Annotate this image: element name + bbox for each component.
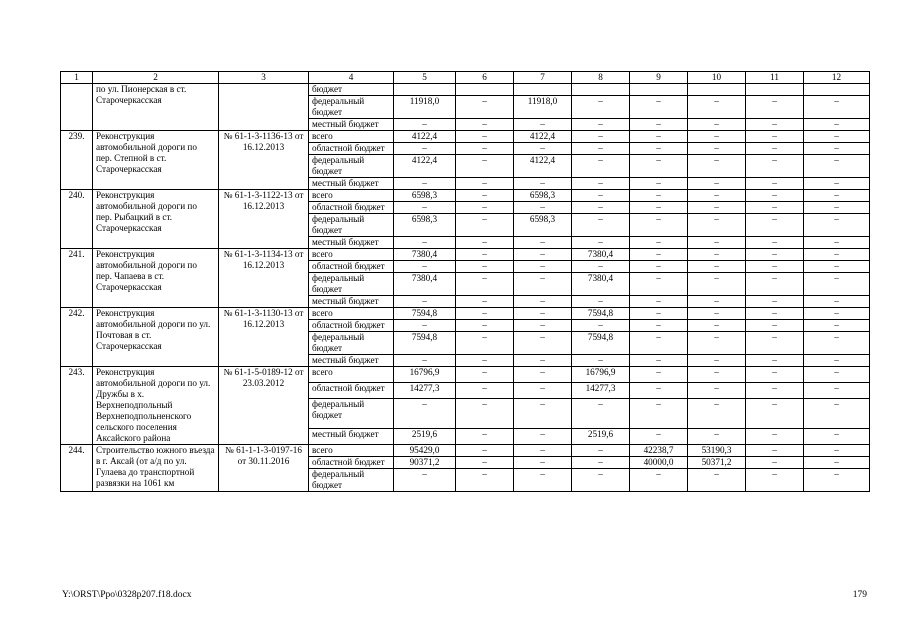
value-cell: – xyxy=(746,249,804,261)
table-row xyxy=(61,308,870,320)
value-cell: – xyxy=(630,202,688,214)
value-cell: – xyxy=(630,261,688,273)
value-cell: – xyxy=(572,190,630,202)
footer-file-path: Y:\ORST\Ppo\0328p207.f18.docx xyxy=(62,590,192,600)
value-cell: – xyxy=(456,237,514,249)
value-cell: – xyxy=(804,131,870,143)
budget-type: всего xyxy=(309,367,394,383)
object-name: Реконструкция автомобильной дороги по пер. Чапаева в ст. Старочеркасская xyxy=(93,249,219,308)
value-cell: – xyxy=(456,355,514,367)
value-cell: – xyxy=(688,249,746,261)
value-cell: – xyxy=(572,178,630,190)
value-cell: – xyxy=(394,119,456,131)
value-cell: – xyxy=(630,214,688,237)
value-cell: – xyxy=(630,273,688,296)
value-cell: – xyxy=(746,202,804,214)
budget-type: всего xyxy=(309,131,394,143)
object-name: Строительство южного въезда в г. Аксай (от а/д по ул. Гулаева до транспортной развязки на 1061 км xyxy=(93,445,219,492)
table-row xyxy=(61,367,870,383)
value-cell: – xyxy=(394,398,456,428)
row-number xyxy=(61,84,93,131)
value-cell: – xyxy=(514,332,572,355)
value-cell: – xyxy=(688,469,746,492)
header-cell: 11 xyxy=(746,72,804,84)
budget-type: местный бюджет xyxy=(309,178,394,190)
value-cell: 16796,9 xyxy=(572,367,630,383)
value-cell: 42238,7 xyxy=(630,445,688,457)
object-name: Реконструкция автомобильной дороги по ул. Почтовая в ст. Старочеркасская xyxy=(93,308,219,367)
budget-type: федеральный бюджет xyxy=(309,469,394,492)
value-cell: – xyxy=(688,367,746,383)
budget-type: всего xyxy=(309,308,394,320)
value-cell: 7594,8 xyxy=(394,308,456,320)
value-cell: – xyxy=(456,96,514,119)
value-cell xyxy=(688,84,746,96)
value-cell xyxy=(572,84,630,96)
value-cell xyxy=(804,84,870,96)
value-cell: – xyxy=(804,457,870,469)
header-cell: 10 xyxy=(688,72,746,84)
value-cell xyxy=(394,84,456,96)
value-cell: – xyxy=(630,249,688,261)
value-cell: – xyxy=(804,273,870,296)
header-row xyxy=(61,72,870,84)
value-cell: – xyxy=(456,155,514,178)
document-number: № 61-1-1-3-0197-16 от 30.11.2016 xyxy=(219,445,309,492)
value-cell: – xyxy=(572,155,630,178)
value-cell: – xyxy=(804,296,870,308)
value-cell: – xyxy=(630,320,688,332)
value-cell: – xyxy=(746,190,804,202)
value-cell: – xyxy=(572,320,630,332)
value-cell: – xyxy=(688,202,746,214)
value-cell: 11918,0 xyxy=(394,96,456,119)
value-cell: – xyxy=(394,320,456,332)
value-cell: – xyxy=(688,190,746,202)
value-cell: – xyxy=(394,143,456,155)
value-cell: – xyxy=(514,249,572,261)
document-number: № 61-1-3-1134-13 от 16.12.2013 xyxy=(219,249,309,308)
value-cell: – xyxy=(630,237,688,249)
value-cell: – xyxy=(572,202,630,214)
document-number: № 61-1-3-1136-13 от 16.12.2013 xyxy=(219,131,309,190)
header-cell: 3 xyxy=(219,72,309,84)
value-cell xyxy=(456,84,514,96)
object-name: Реконструкция автомобильной дороги по пер. Степной в ст. Старочеркасская xyxy=(93,131,219,190)
value-cell: – xyxy=(514,469,572,492)
value-cell: – xyxy=(746,429,804,445)
value-cell: – xyxy=(456,202,514,214)
value-cell: – xyxy=(456,119,514,131)
value-cell: 4122,4 xyxy=(514,131,572,143)
value-cell: 7594,8 xyxy=(572,332,630,355)
value-cell: – xyxy=(630,96,688,119)
value-cell: – xyxy=(804,249,870,261)
table-row xyxy=(61,84,870,96)
value-cell: – xyxy=(630,178,688,190)
value-cell: – xyxy=(514,429,572,445)
header-cell: 5 xyxy=(394,72,456,84)
value-cell: 2519,6 xyxy=(394,429,456,445)
value-cell: – xyxy=(456,332,514,355)
row-number: 243. xyxy=(61,367,93,445)
budget-type: местный бюджет xyxy=(309,429,394,445)
value-cell: – xyxy=(688,237,746,249)
value-cell: – xyxy=(804,382,870,398)
value-cell: – xyxy=(688,214,746,237)
value-cell: – xyxy=(746,355,804,367)
value-cell: 40000,0 xyxy=(630,457,688,469)
budget-type: федеральный бюджет xyxy=(309,96,394,119)
value-cell: – xyxy=(688,261,746,273)
value-cell: 53190,3 xyxy=(688,445,746,457)
row-number: 240. xyxy=(61,190,93,249)
value-cell: – xyxy=(514,382,572,398)
value-cell: – xyxy=(456,320,514,332)
budget-type: федеральный бюджет xyxy=(309,214,394,237)
table-header xyxy=(61,72,870,84)
value-cell: – xyxy=(804,119,870,131)
value-cell: – xyxy=(804,214,870,237)
value-cell: 7380,4 xyxy=(572,273,630,296)
value-cell: – xyxy=(630,143,688,155)
value-cell: – xyxy=(572,469,630,492)
value-cell: 7380,4 xyxy=(572,249,630,261)
header-cell: 9 xyxy=(630,72,688,84)
value-cell: – xyxy=(514,457,572,469)
value-cell: – xyxy=(572,143,630,155)
value-cell: 14277,3 xyxy=(572,382,630,398)
value-cell: – xyxy=(688,320,746,332)
value-cell: – xyxy=(804,367,870,383)
value-cell: – xyxy=(746,155,804,178)
document-number: № 61-1-5-0189-12 от 23.03.2012 xyxy=(219,367,309,445)
header-cell: 2 xyxy=(93,72,219,84)
value-cell: – xyxy=(514,261,572,273)
value-cell: 7594,8 xyxy=(572,308,630,320)
value-cell: – xyxy=(688,143,746,155)
value-cell: – xyxy=(746,131,804,143)
value-cell: – xyxy=(746,382,804,398)
value-cell: – xyxy=(456,398,514,428)
value-cell: – xyxy=(572,398,630,428)
value-cell: – xyxy=(572,119,630,131)
header-cell: 1 xyxy=(61,72,93,84)
value-cell: – xyxy=(394,178,456,190)
header-cell: 6 xyxy=(456,72,514,84)
value-cell: – xyxy=(394,202,456,214)
value-cell: 95429,0 xyxy=(394,445,456,457)
value-cell: – xyxy=(630,469,688,492)
value-cell: – xyxy=(688,96,746,119)
value-cell: – xyxy=(746,178,804,190)
document-number: № 61-1-3-1130-13 от 16.12.2013 xyxy=(219,308,309,367)
value-cell: – xyxy=(688,429,746,445)
budget-type: всего xyxy=(309,190,394,202)
value-cell: – xyxy=(456,308,514,320)
value-cell: – xyxy=(456,190,514,202)
value-cell: – xyxy=(804,261,870,273)
budget-type: федеральный бюджет xyxy=(309,155,394,178)
value-cell: 2519,6 xyxy=(572,429,630,445)
value-cell: – xyxy=(746,320,804,332)
value-cell: – xyxy=(572,457,630,469)
value-cell: – xyxy=(514,202,572,214)
budget-type: всего xyxy=(309,249,394,261)
value-cell: 7594,8 xyxy=(394,332,456,355)
budget-type: местный бюджет xyxy=(309,237,394,249)
value-cell: – xyxy=(572,131,630,143)
value-cell: – xyxy=(688,178,746,190)
row-number: 244. xyxy=(61,445,93,492)
object-name: Реконструкция автомобильной дороги по пер. Рыбацкий в ст. Старочеркасская xyxy=(93,190,219,249)
budget-type: областной бюджет xyxy=(309,143,394,155)
value-cell: – xyxy=(688,308,746,320)
value-cell: – xyxy=(630,296,688,308)
budget-type: областной бюджет xyxy=(309,457,394,469)
value-cell: 50371,2 xyxy=(688,457,746,469)
table-body xyxy=(61,84,870,492)
value-cell: 90371,2 xyxy=(394,457,456,469)
value-cell: – xyxy=(514,143,572,155)
value-cell: – xyxy=(514,237,572,249)
document-number xyxy=(219,84,309,131)
value-cell: – xyxy=(688,131,746,143)
budget-type: всего xyxy=(309,445,394,457)
value-cell: 6598,3 xyxy=(394,190,456,202)
value-cell: – xyxy=(456,249,514,261)
value-cell: – xyxy=(630,398,688,428)
value-cell: 7380,4 xyxy=(394,273,456,296)
document-number: № 61-1-3-1122-13 от 16.12.2013 xyxy=(219,190,309,249)
value-cell: – xyxy=(746,143,804,155)
value-cell: – xyxy=(394,469,456,492)
header-cell: 7 xyxy=(514,72,572,84)
value-cell: – xyxy=(630,308,688,320)
value-cell: – xyxy=(514,296,572,308)
value-cell: – xyxy=(804,429,870,445)
value-cell: – xyxy=(456,445,514,457)
value-cell: – xyxy=(804,96,870,119)
value-cell: – xyxy=(746,214,804,237)
value-cell: – xyxy=(456,469,514,492)
value-cell: – xyxy=(804,155,870,178)
page-number: 179 xyxy=(852,590,867,600)
value-cell: – xyxy=(456,214,514,237)
value-cell: – xyxy=(688,155,746,178)
value-cell: – xyxy=(572,296,630,308)
value-cell: – xyxy=(572,261,630,273)
value-cell: – xyxy=(746,469,804,492)
table-row xyxy=(61,445,870,457)
value-cell: 6598,3 xyxy=(514,190,572,202)
row-number: 242. xyxy=(61,308,93,367)
value-cell: 11918,0 xyxy=(514,96,572,119)
value-cell: 6598,3 xyxy=(514,214,572,237)
value-cell: 4122,4 xyxy=(394,155,456,178)
value-cell: – xyxy=(688,332,746,355)
budget-type: областной бюджет xyxy=(309,382,394,398)
value-cell: – xyxy=(804,178,870,190)
value-cell: – xyxy=(630,429,688,445)
object-name: по ул. Пионерская в ст. Старочеркасская xyxy=(93,84,219,131)
budget-type: местный бюджет xyxy=(309,119,394,131)
budget-type: федеральный бюджет xyxy=(309,273,394,296)
value-cell: – xyxy=(456,296,514,308)
value-cell: – xyxy=(394,355,456,367)
value-cell: – xyxy=(746,96,804,119)
value-cell: – xyxy=(572,214,630,237)
value-cell: – xyxy=(746,367,804,383)
budget-type: местный бюджет xyxy=(309,296,394,308)
value-cell: – xyxy=(804,143,870,155)
value-cell xyxy=(746,84,804,96)
value-cell: – xyxy=(630,131,688,143)
value-cell: – xyxy=(746,398,804,428)
value-cell: – xyxy=(514,445,572,457)
budget-type: федеральный бюджет xyxy=(309,332,394,355)
value-cell: – xyxy=(746,308,804,320)
header-cell: 4 xyxy=(309,72,394,84)
value-cell: – xyxy=(456,429,514,445)
value-cell: – xyxy=(572,355,630,367)
budget-table xyxy=(60,71,870,492)
value-cell: 4122,4 xyxy=(394,131,456,143)
value-cell: 7380,4 xyxy=(394,249,456,261)
value-cell: – xyxy=(688,398,746,428)
header-cell: 12 xyxy=(804,72,870,84)
value-cell: – xyxy=(514,320,572,332)
value-cell: – xyxy=(804,237,870,249)
value-cell: – xyxy=(746,457,804,469)
value-cell: – xyxy=(394,261,456,273)
value-cell: – xyxy=(572,445,630,457)
value-cell: – xyxy=(804,320,870,332)
budget-type: федеральный бюджет xyxy=(309,398,394,428)
table-row xyxy=(61,190,870,202)
value-cell: – xyxy=(746,273,804,296)
value-cell: – xyxy=(746,237,804,249)
value-cell: – xyxy=(456,273,514,296)
budget-type: областной бюджет xyxy=(309,261,394,273)
value-cell: – xyxy=(688,355,746,367)
value-cell: – xyxy=(688,296,746,308)
value-cell: – xyxy=(804,469,870,492)
value-cell: – xyxy=(804,202,870,214)
value-cell: – xyxy=(456,178,514,190)
budget-type: областной бюджет xyxy=(309,320,394,332)
value-cell: – xyxy=(394,237,456,249)
value-cell: – xyxy=(630,367,688,383)
header-cell: 8 xyxy=(572,72,630,84)
value-cell: – xyxy=(630,190,688,202)
row-number: 241. xyxy=(61,249,93,308)
value-cell: – xyxy=(804,398,870,428)
value-cell: – xyxy=(630,119,688,131)
value-cell: – xyxy=(514,119,572,131)
value-cell: – xyxy=(514,367,572,383)
value-cell: – xyxy=(514,398,572,428)
value-cell: 6598,3 xyxy=(394,214,456,237)
value-cell: – xyxy=(746,119,804,131)
value-cell: – xyxy=(514,355,572,367)
value-cell: – xyxy=(804,355,870,367)
value-cell: – xyxy=(688,119,746,131)
value-cell: – xyxy=(394,296,456,308)
value-cell: – xyxy=(804,445,870,457)
row-number: 239. xyxy=(61,131,93,190)
value-cell: – xyxy=(746,445,804,457)
value-cell: – xyxy=(630,155,688,178)
value-cell: – xyxy=(804,332,870,355)
value-cell: – xyxy=(456,261,514,273)
value-cell: – xyxy=(456,367,514,383)
value-cell: 4122,4 xyxy=(514,155,572,178)
value-cell: – xyxy=(688,273,746,296)
value-cell: – xyxy=(456,131,514,143)
value-cell: – xyxy=(630,332,688,355)
value-cell xyxy=(514,84,572,96)
value-cell: – xyxy=(630,355,688,367)
value-cell: – xyxy=(572,96,630,119)
value-cell: – xyxy=(456,457,514,469)
value-cell xyxy=(630,84,688,96)
value-cell: – xyxy=(688,382,746,398)
value-cell: – xyxy=(630,382,688,398)
object-name: Реконструкция автомобильной дороги по ул. Дружбы в х. Верхнеподпольный Верхнеподпольненского сельского поселения Аксайского района xyxy=(93,367,219,445)
value-cell: – xyxy=(514,273,572,296)
budget-type: местный бюджет xyxy=(309,355,394,367)
value-cell: – xyxy=(514,308,572,320)
value-cell: – xyxy=(514,178,572,190)
budget-type: бюджет xyxy=(309,84,394,96)
budget-type: областной бюджет xyxy=(309,202,394,214)
value-cell: 16796,9 xyxy=(394,367,456,383)
value-cell: – xyxy=(804,190,870,202)
value-cell: – xyxy=(804,308,870,320)
value-cell: – xyxy=(456,143,514,155)
table-row xyxy=(61,131,870,143)
value-cell: – xyxy=(746,261,804,273)
value-cell: – xyxy=(456,382,514,398)
value-cell: – xyxy=(572,237,630,249)
table-row xyxy=(61,249,870,261)
value-cell: – xyxy=(746,296,804,308)
value-cell: – xyxy=(746,332,804,355)
value-cell: 14277,3 xyxy=(394,382,456,398)
